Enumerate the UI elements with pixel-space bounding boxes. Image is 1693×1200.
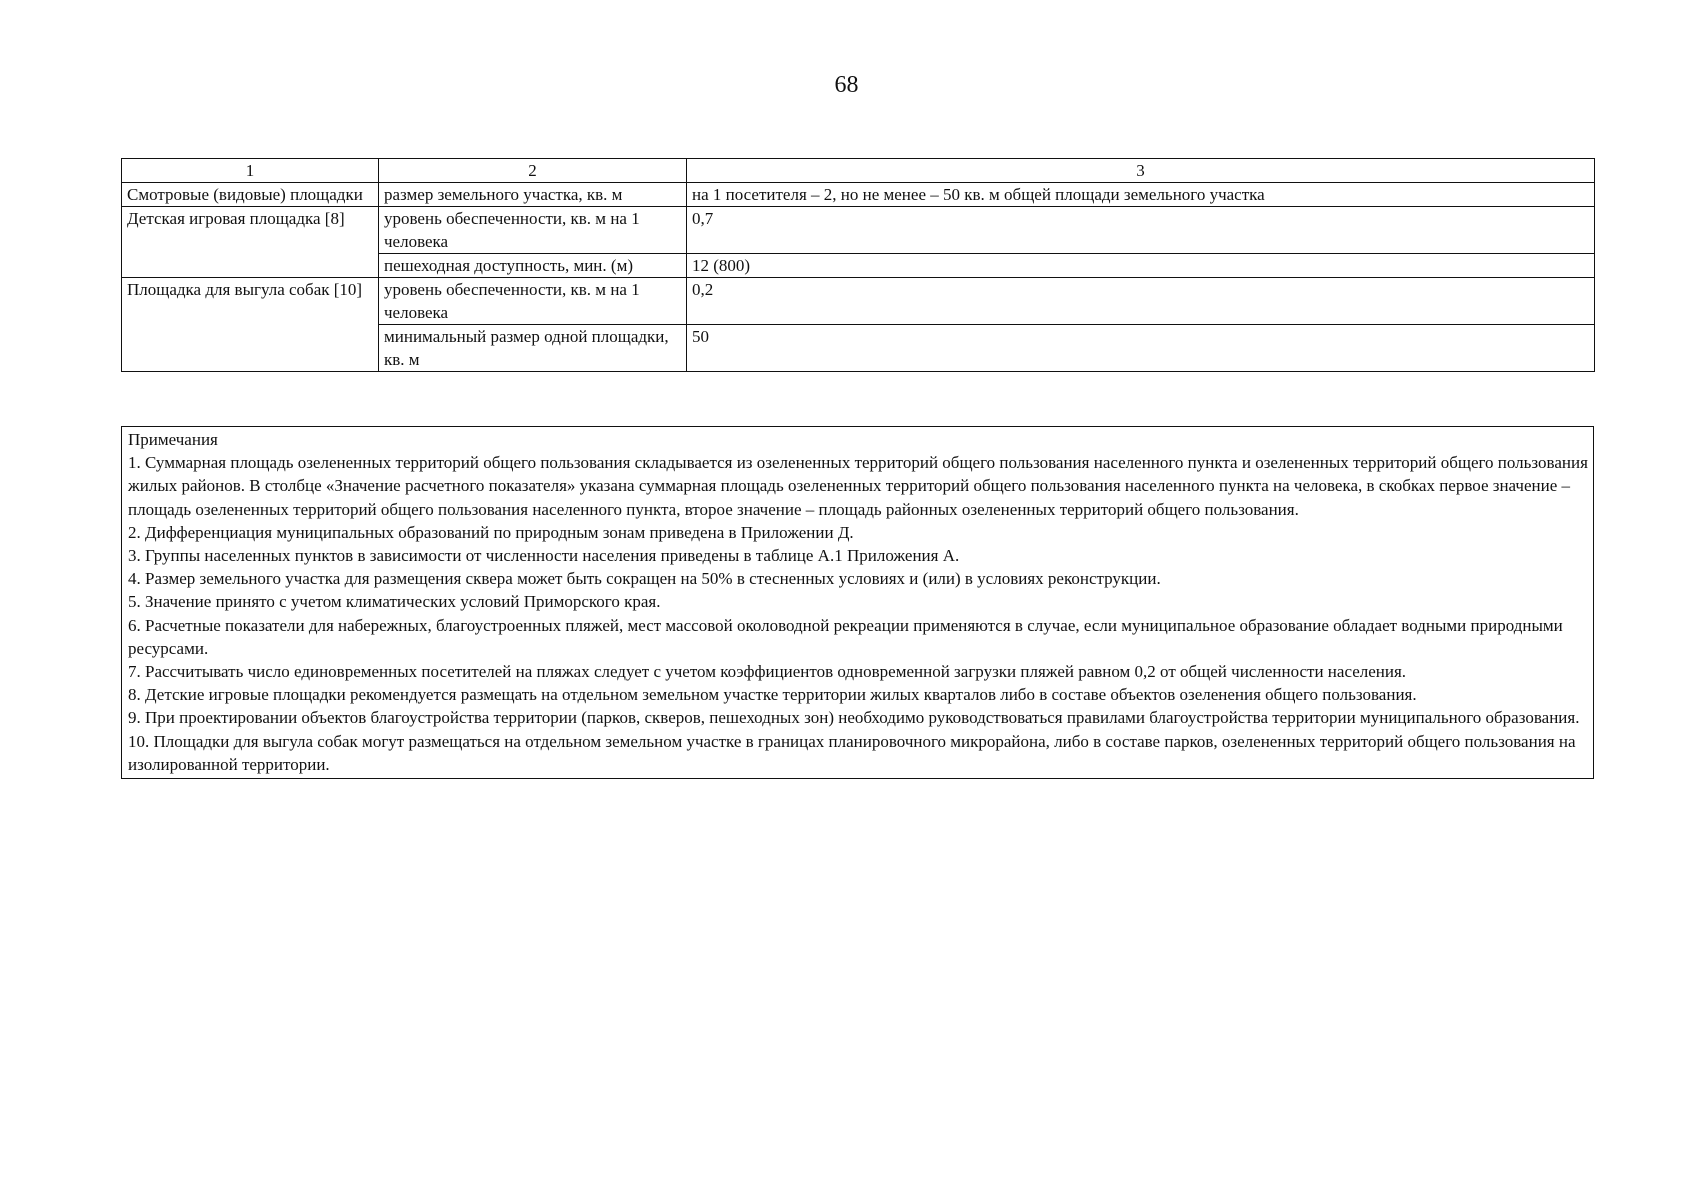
- table-row: [122, 278, 1595, 325]
- note-item: 6. Расчетные показатели для набережных, благоустроенных пляжей, мест массовой околоводной рекреации применяются в случае, если муниципальное образование обладает водными природными ресурсами.: [128, 615, 1563, 658]
- table-row: [122, 183, 1595, 207]
- notes-title: Примечания: [128, 430, 218, 449]
- note-item: 2. Дифференциация муниципальных образований по природным зонам приведена в Приложении Д.: [128, 522, 854, 542]
- indicator-cell: уровень обеспеченности, кв. м на 1 человека: [379, 278, 687, 325]
- facility-cell: Площадка для выгула собак [10]: [122, 278, 379, 372]
- indicators-table: [121, 158, 1595, 372]
- notes-box: [121, 426, 1594, 779]
- value-cell: 0,2: [687, 278, 1595, 325]
- page-number: 68: [834, 72, 859, 98]
- table-row: [122, 207, 1595, 254]
- note-item: 8. Детские игровые площадки рекомендуется размещать на отдельном земельном участке территории жилых кварталов либо в составе объектов озеленения общего пользования.: [128, 685, 1417, 705]
- indicator-cell: размер земельного участка, кв. м: [379, 183, 687, 207]
- indicator-cell: минимальный размер одной площадки, кв. м: [379, 325, 687, 372]
- facility-cell: Смотровые (видовые) площадки: [122, 183, 379, 207]
- note-item: 4. Размер земельного участка для размещения сквера может быть сокращен на 50% в стесненных условиях и (или) в условиях реконструкции.: [128, 569, 1161, 589]
- value-cell: 0,7: [687, 207, 1595, 254]
- note-item: 1. Суммарная площадь озелененных территорий общего пользования складывается из озелененных территорий общего пользования населенного пункта и озелененных территорий общего пользования жилых районов. В столбце «Значение расчетного показателя» указана суммарная площадь озелененных территорий общего пользования населенного пункта на человека, в скобках первое значение – площадь озелененных территорий общего пользования населенного пункта, второе значение – площадь районных озелененных территорий общего пользования.: [128, 453, 1588, 519]
- indicator-cell: пешеходная доступность, мин. (м): [379, 254, 687, 278]
- facility-cell: Детская игровая площадка [8]: [122, 207, 379, 278]
- table-header-row: [122, 159, 1595, 183]
- value-cell: 12 (800): [687, 254, 1595, 278]
- note-item: 10. Площадки для выгула собак могут размещаться на отдельном земельном участке в границах планировочного микрорайона, либо в составе парков, озелененных территорий общего пользования на изолированной территории.: [128, 731, 1576, 774]
- indicator-cell: уровень обеспеченности, кв. м на 1 человека: [379, 207, 687, 254]
- note-item: 5. Значение принято с учетом климатических условий Приморского края.: [128, 592, 661, 612]
- column-number-3: 3: [687, 159, 1595, 183]
- note-item: 7. Рассчитывать число единовременных посетителей на пляжах следует с учетом коэффициентов одновременной загрузки пляжей равном 0,2 от общей численности населения.: [128, 662, 1407, 682]
- value-cell: 50: [687, 325, 1595, 372]
- note-item: 3. Группы населенных пунктов в зависимости от численности населения приведены в таблице А.1 Приложения А.: [128, 546, 960, 566]
- column-number-1: 1: [122, 159, 379, 183]
- column-number-2: 2: [379, 159, 687, 183]
- note-item: 9. При проектировании объектов благоустройства территории (парков, скверов, пешеходных зон) необходимо руководствоваться правилами благоустройства территории муниципального образования.: [128, 708, 1580, 728]
- value-cell: на 1 посетителя – 2, но не менее – 50 кв. м общей площади земельного участка: [687, 183, 1595, 207]
